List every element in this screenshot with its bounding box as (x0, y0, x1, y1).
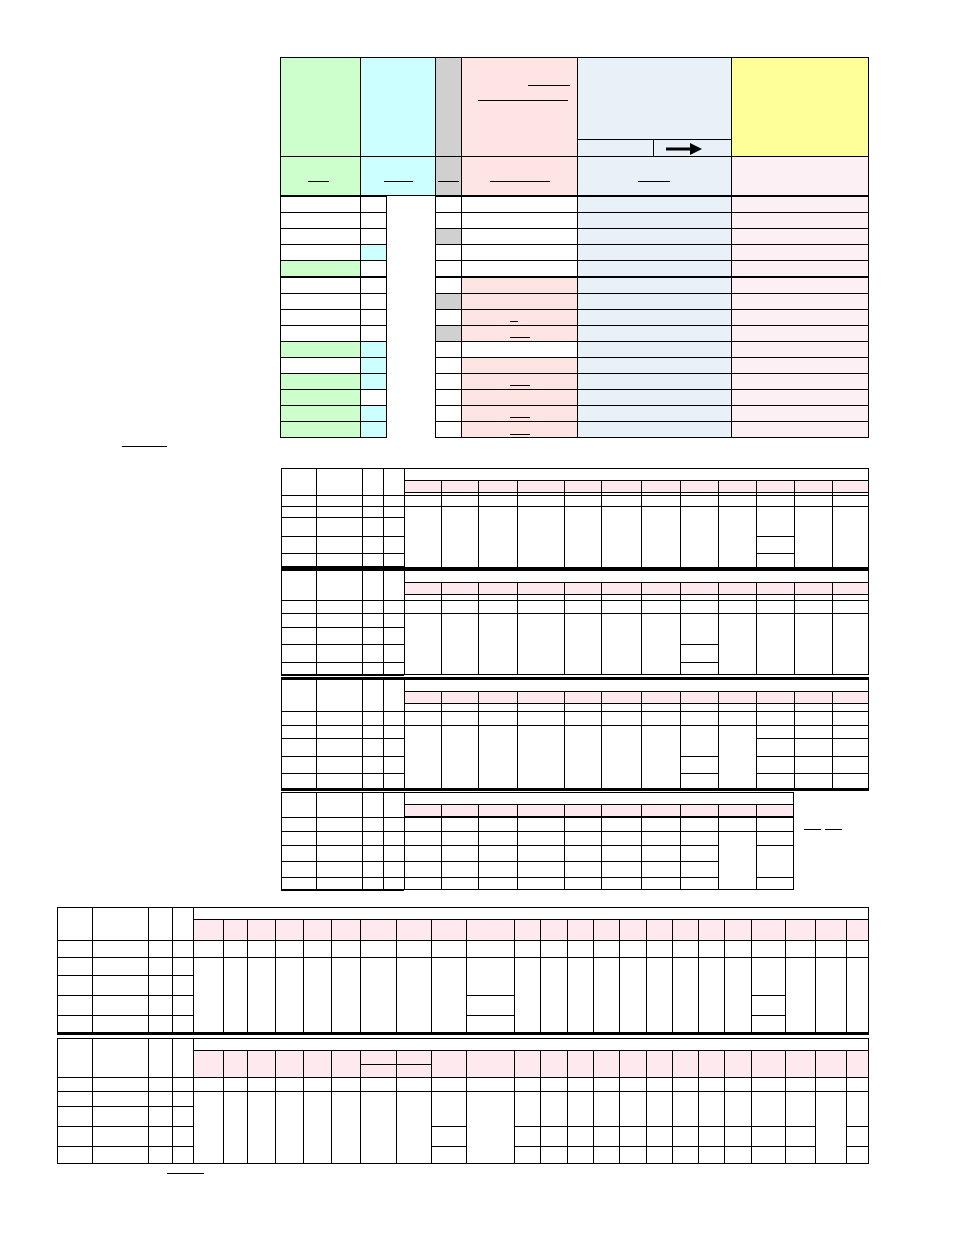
wide-block-1-vline-6 (360, 919, 361, 1033)
bottom-note-underline (167, 1173, 204, 1174)
wide-block-2-row-right-0 (193, 1077, 869, 1078)
wide-partial-1 (466, 995, 514, 996)
wide-partial-row-a-9 (751, 1126, 785, 1127)
wide-block-1-vline-13 (593, 919, 594, 1033)
wide-block-1-vline-15 (646, 919, 647, 1033)
wide-block-1-vline-17 (698, 919, 699, 1033)
wide-partial-row-b-3 (593, 1146, 619, 1147)
wide-block-2-row-left-2 (57, 1106, 193, 1107)
wide-block-1-vline-11 (540, 919, 541, 1033)
wide-block-1-vline-10 (514, 919, 515, 1033)
wide-block-2-vline-3 (275, 1050, 276, 1164)
wide-partial-3 (751, 995, 785, 996)
wide-partial-row-b-0 (514, 1146, 540, 1147)
wide-partial-row-b-5 (646, 1146, 672, 1147)
wide-partial-9 (846, 1126, 869, 1127)
wide-partial-5 (360, 1064, 431, 1065)
wide-block-2-vline-4 (303, 1050, 304, 1164)
wide-block-1-row-left-0 (57, 940, 193, 941)
wide-partial-row-b-4 (619, 1146, 646, 1147)
wide-partial-row-a-5 (646, 1126, 672, 1127)
wide-block-1-vline-12 (567, 919, 568, 1033)
wide-partial-row-a-2 (567, 1126, 593, 1127)
wide-block-1-subheader (194, 920, 868, 940)
wide-block-2-row-left-4 (57, 1146, 193, 1147)
wide-partial-7 (431, 1126, 466, 1127)
wide-block-1-vline-14 (619, 919, 620, 1033)
wide-block-2-vline-21 (815, 1050, 816, 1164)
wide-partial-4 (751, 1015, 785, 1016)
wide-block-1-vline-21 (815, 919, 816, 1033)
wide-block-2-row-left-0 (57, 1077, 193, 1078)
wide-partial-row-a-7 (698, 1126, 724, 1127)
wide-partial-row-b-1 (540, 1146, 567, 1147)
wide-partial-row-a-0 (514, 1126, 540, 1127)
wide-block-2-vline-7 (396, 1050, 397, 1164)
wide-block-1-row-right-1 (193, 957, 869, 958)
wide-block-2-vline-1 (223, 1050, 224, 1164)
wide-block-1-vline-7 (396, 919, 397, 1033)
wide-block-1-vline-4 (303, 919, 304, 1033)
wide-partial-row-b-2 (567, 1146, 593, 1147)
wide-block-1-vline-16 (672, 919, 673, 1033)
wide-block-1-vline-18 (724, 919, 725, 1033)
wide-block-2-vline-2 (247, 1050, 248, 1164)
wide-partial-row-a-4 (619, 1126, 646, 1127)
wide-block-1-vline-1 (223, 919, 224, 1033)
wide-block-2-row-right-1 (193, 1091, 869, 1092)
wide-block-1-row-right-0 (193, 940, 869, 941)
wide-block-2-row-left-3 (57, 1126, 193, 1127)
wide-block-1-vline-8 (431, 919, 432, 1033)
wide-partial-row-b-10 (785, 1146, 815, 1147)
wide-block-1-vline-3 (275, 919, 276, 1033)
wide-block-1-vline-5 (331, 919, 332, 1033)
wide-block-1-row-left-2 (57, 975, 193, 976)
wide-partial-row-a-3 (593, 1126, 619, 1127)
wide-partial-row-a-6 (672, 1126, 698, 1127)
wide-block-1-row-left-4 (57, 1015, 193, 1016)
wide-partial-row-b-9 (751, 1146, 785, 1147)
wide-partial-row-a-1 (540, 1126, 567, 1127)
wide-partial-row-b-7 (698, 1146, 724, 1147)
wide-block-2-subheader (194, 1051, 868, 1077)
wide-block-divider (57, 1033, 869, 1035)
wide-block-2-vline-5 (331, 1050, 332, 1164)
wide-block-2-row-left-1 (57, 1091, 193, 1092)
wide-partial-row-b-8 (724, 1146, 751, 1147)
wide-partial-2 (466, 1015, 514, 1016)
wide-block-1-vline-22 (846, 919, 847, 1033)
wide-block-1-row-left-3 (57, 995, 193, 996)
wide-block-2-vline-9 (466, 1050, 467, 1164)
wide-partial-row-a-8 (724, 1126, 751, 1127)
wide-partial-row-a-10 (785, 1126, 815, 1127)
wide-partial-8 (431, 1146, 466, 1147)
wide-block-1-vline-20 (785, 919, 786, 1033)
wide-block-1-vline-2 (247, 919, 248, 1033)
wide-block-1-row-left-1 (57, 957, 193, 958)
wide-block-2-vline-6 (360, 1050, 361, 1164)
wide-partial-6 (396, 1052, 397, 1064)
wide-partial-10 (846, 1146, 869, 1147)
wide-partial-row-b-6 (672, 1146, 698, 1147)
